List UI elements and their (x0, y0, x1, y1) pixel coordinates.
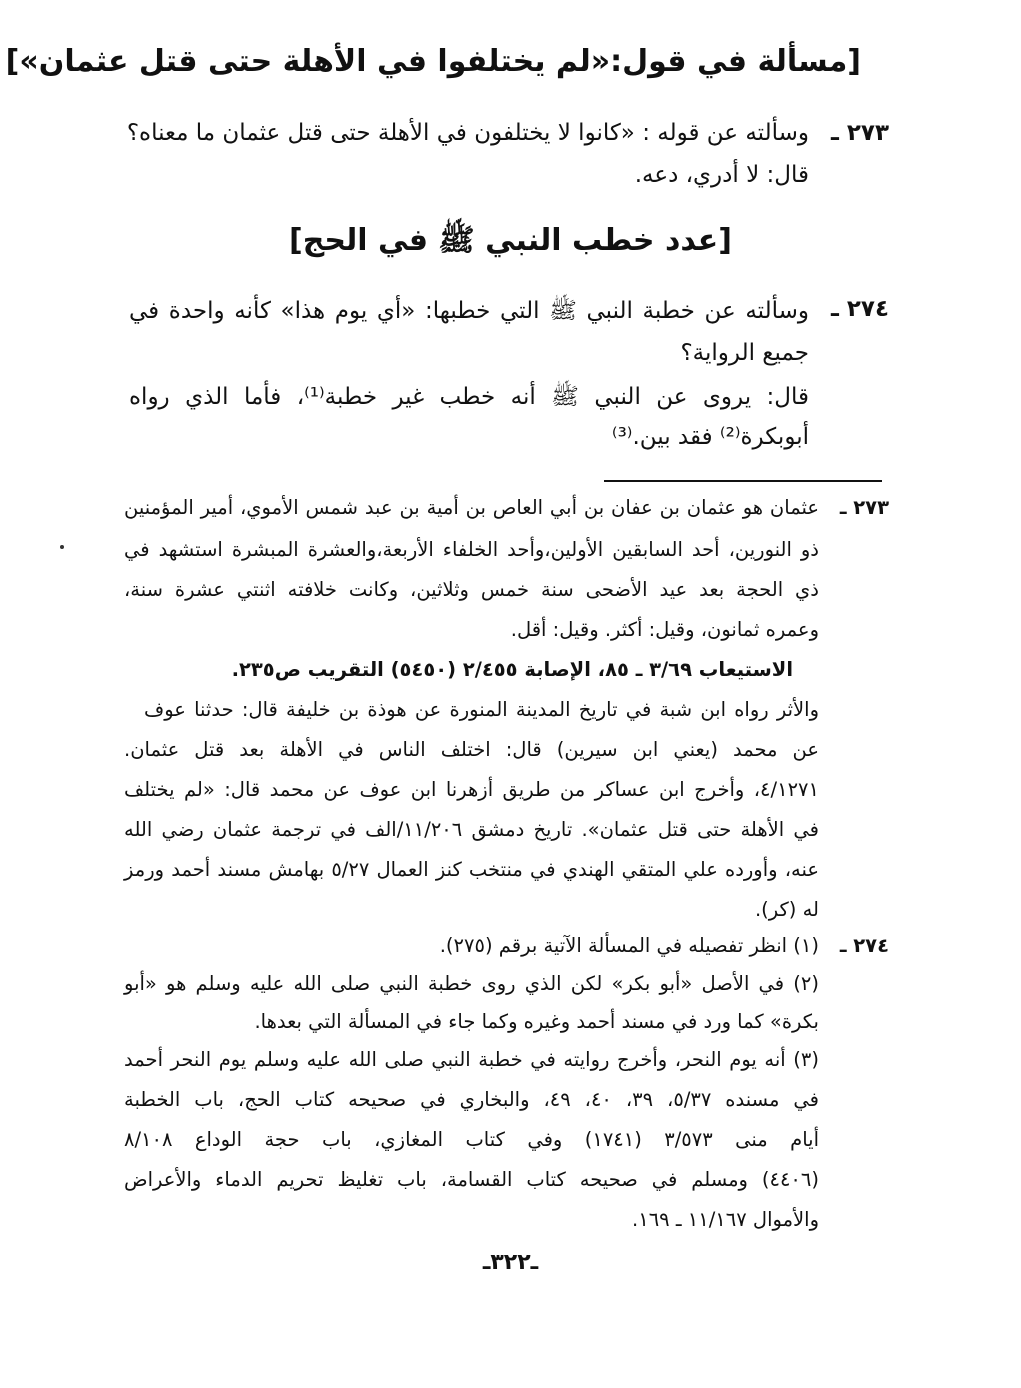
footnote-273-line: ٤/١٢٧١، وأخرج ابن عساكر من طريق أزهرنا ابن عوف عن محمد قال: «لم يختلف (124, 778, 819, 801)
question-text-274-line1: وسألته عن خطبة النبي ﷺ التي خطبها: «أي يوم هذا» كأنه واحدة في (129, 298, 809, 324)
footnote-274-line: أيام منى ٣/٥٧٣ (١٧٤١) وفي كتاب المغازي، باب حجة الوداع ٨/١٠٨ (124, 1128, 819, 1151)
footnote-273-line: ذو النورين، أحد السابقين الأولين،وأحد الخلفاء الأربعة،والعشرة المبشرة استشهد في (124, 538, 819, 561)
footnote-273-line: عثمان هو عثمان بن عفان بن أبي العاص بن أمية بن عبد شمس الأموي، أمير المؤمنين (124, 496, 819, 519)
footnote-273-line: عن محمد (يعني ابن سيرين) قال: اختلف الناس في الأهلة بعد قتل عثمان. (124, 738, 819, 761)
footnote-separator (604, 480, 882, 482)
question-number-273: ٢٧٣ ـ (831, 120, 889, 146)
scan-speck (60, 545, 64, 549)
section-heading-273: [مسألة في قول:«لم يختلفوا في الأهلة حتى قتل عثمان»] (5, 44, 861, 79)
section-heading-274: [عدد خطب النبي ﷺ في الحج] (289, 223, 732, 258)
footnote-274-line: بكرة» كما ورد في مسند أحمد وغيره وكما جاء في المسألة التي بعدها. (254, 1010, 819, 1033)
footnote-273-line: عنه، وأورده علي المتقي الهندي في منتخب كنز العمال ٥/٢٧ بهامش مسند أحمد ورمز (124, 858, 819, 881)
footnote-273-line: في الأهلة حتى قتل عثمان». تاريخ دمشق ١١/٢٠٦/الف في ترجمة عثمان رضي الله (124, 818, 820, 841)
footnote-274-line: (١) انظر تفصيله في المسألة الآتية برقم (٢٧٥). (439, 934, 819, 957)
page-number: ـ٣٢٢ـ (482, 1250, 539, 1275)
footnote-number-273: ٢٧٣ ـ (839, 496, 889, 519)
answer-text-274-line1: قال: يروى عن النبي ﷺ أنه خطب غير خطبة⁽¹⁾، فأما الذي رواه (129, 384, 809, 410)
footnote-274-line: والأموال ١١/١٦٧ ـ ١٦٩. (632, 1208, 819, 1231)
footnote-274-line: (٤٤٠٦) ومسلم في صحيحه كتاب القسامة، باب تغليظ تحريم الدماء والأعراض (124, 1168, 819, 1191)
footnote-274-line: (٢) في الأصل «أبو بكر» لكن الذي روى خطبة النبي صلى الله عليه وسلم هو «أبو (124, 972, 819, 995)
question-text-274-line2: جميع الرواية؟ (680, 340, 809, 366)
answer-text-274-line2: أبوبكرة⁽²⁾ فقد بين.⁽³⁾ (611, 424, 809, 450)
footnote-273-references: الاستيعاب ٣/٦٩ ـ ٨٥، الإصابة ٢/٤٥٥ (٥٤٥٠) التقريب ص٢٣٥. (231, 658, 793, 681)
footnote-273-line: له (كر). (754, 898, 819, 921)
footnote-274-line: (٣) أنه يوم النحر، وأخرج روايته في خطبة النبي صلى الله عليه وسلم يوم النحر أحمد (124, 1048, 819, 1071)
footnote-274-line: في مسنده ٥/٣٧، ٣٩، ٤٠، ٤٩، والبخاري في صحيحه كتاب الحج، باب الخطبة (124, 1088, 820, 1111)
question-text-273: وسألته عن قوله : «كانوا لا يختلفون في الأهلة حتى قتل عثمان ما معناه؟ (126, 120, 809, 146)
footnote-273-line: وعمره ثمانون، وقيل: أكثر. وقيل: أقل. (510, 618, 819, 641)
footnote-number-274: ٢٧٤ ـ (839, 934, 889, 957)
footnote-273-line: والأثر رواه ابن شبة في تاريخ المدينة المنورة عن هوذة بن خليفة قال: حدثنا عوف (144, 698, 819, 721)
footnote-273-line: ذي الحجة بعد عيد الأضحى سنة خمس وثلاثين، وكانت خلافته اثنتي عشرة سنة، (124, 578, 819, 601)
question-number-274: ٢٧٤ ـ (831, 296, 889, 322)
answer-text-273: قال: لا أدري، دعه. (634, 162, 809, 188)
